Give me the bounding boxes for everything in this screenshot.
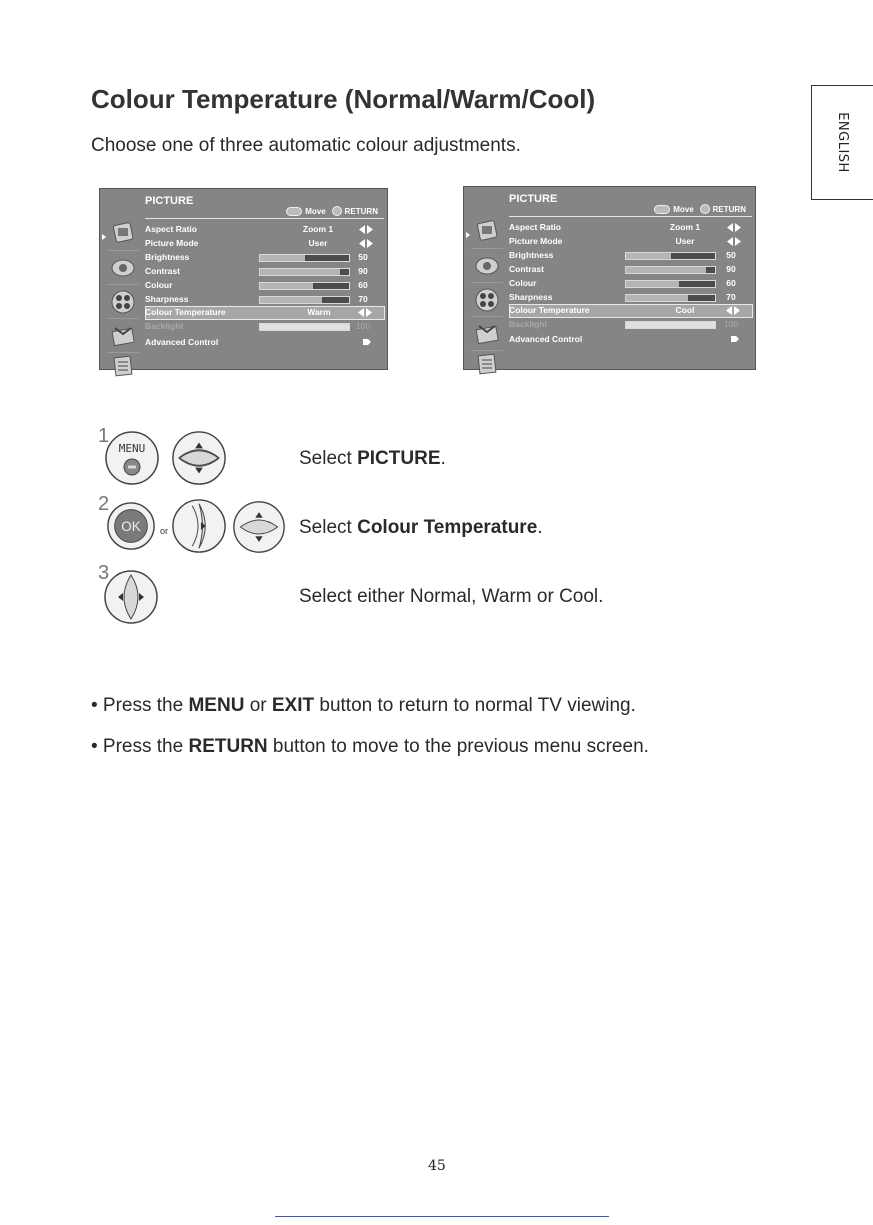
- menu-icon-column: [100, 189, 142, 369]
- level-bar: [259, 282, 350, 290]
- level-bar: [259, 323, 350, 331]
- row-label: Sharpness: [145, 294, 189, 304]
- row-label: Colour Temperature: [509, 305, 590, 315]
- osd-title: PICTURE: [145, 195, 194, 207]
- level-bar: [259, 254, 350, 262]
- left-right-arrows-icon: [358, 308, 372, 317]
- row-label: Colour: [509, 278, 537, 288]
- level-bar: [259, 296, 350, 304]
- menu-row-contrast[interactable]: [509, 263, 749, 277]
- row-value: Zoom 1: [669, 222, 701, 232]
- note-2-bold-return: RETURN: [188, 736, 268, 757]
- menu-button-label: MENU: [118, 442, 146, 455]
- level-bar: [625, 280, 716, 288]
- osd-navigation-hint: [286, 206, 378, 216]
- menu-row-advanced-control[interactable]: [509, 333, 749, 347]
- row-value: User: [308, 238, 328, 248]
- move-button-icon: [654, 205, 670, 214]
- level-bar-fill: [260, 283, 313, 289]
- enter-arrow-icon: [363, 339, 371, 345]
- up-down-nav-button-icon: [230, 500, 288, 554]
- row-label: Aspect Ratio: [145, 224, 197, 234]
- language-tab: [811, 85, 873, 200]
- row-label: Contrast: [145, 266, 180, 276]
- left-right-arrows-icon: [359, 239, 373, 248]
- row-value: User: [675, 236, 695, 246]
- row-label: Contrast: [509, 264, 544, 274]
- menu-icon-column: [464, 187, 506, 369]
- step-3-text: [299, 586, 603, 608]
- note-menu-exit: [91, 695, 636, 717]
- return-hint-label: RETURN: [344, 206, 378, 216]
- menu-row-picture-mode[interactable]: [145, 237, 381, 251]
- left-right-arrows-icon: [359, 225, 373, 234]
- return-hint-label: RETURN: [712, 204, 746, 214]
- level-bar-fill: [260, 269, 340, 275]
- left-right-arrows-icon: [726, 306, 740, 315]
- move-button-icon: [286, 207, 302, 216]
- row-label: Backlight: [509, 319, 548, 329]
- level-bar-fill: [626, 295, 688, 301]
- language-label: ENGLISH: [835, 112, 850, 173]
- row-number: 90: [726, 264, 736, 274]
- row-label: Advanced Control: [145, 337, 219, 347]
- time-category-icon: [107, 285, 139, 319]
- setup-category-icon: [107, 319, 139, 353]
- sound-category-icon: [471, 249, 503, 283]
- row-label: Brightness: [509, 250, 554, 260]
- left-right-arrows-icon: [727, 237, 741, 246]
- return-button-icon: [700, 204, 710, 214]
- picture-category-icon: [471, 215, 503, 249]
- menu-row-advanced-control[interactable]: [145, 336, 381, 350]
- row-value: Warm: [307, 307, 331, 317]
- menu-row-colour-temperature[interactable]: [145, 306, 385, 320]
- row-number: 50: [726, 250, 736, 260]
- menu-row-backlight: [509, 318, 749, 332]
- left-right-arrows-icon: [727, 223, 741, 232]
- step-2-suffix: .: [537, 517, 543, 538]
- level-bar-fill: [626, 267, 706, 273]
- level-bar-fill: [626, 281, 679, 287]
- page-title: Colour Temperature (Normal/Warm/Cool): [91, 84, 596, 114]
- step-2-text: [299, 517, 543, 539]
- level-bar: [259, 268, 350, 276]
- osd-navigation-hint: [654, 204, 746, 214]
- row-label: Aspect Ratio: [509, 222, 561, 232]
- selection-arrow-icon: [102, 234, 106, 240]
- move-hint-label: Move: [673, 204, 694, 214]
- row-number: 70: [726, 292, 736, 302]
- step-2-prefix: Select: [299, 517, 358, 538]
- row-label: Picture Mode: [509, 236, 563, 246]
- selection-arrow-icon: [466, 232, 470, 238]
- row-number: 90: [358, 266, 368, 276]
- row-label: Colour Temperature: [145, 307, 226, 317]
- menu-row-contrast[interactable]: [145, 265, 381, 279]
- row-label: Backlight: [145, 321, 184, 331]
- row-label: Advanced Control: [509, 334, 583, 344]
- note-2-suffix: button to move to the previous menu screen.: [267, 736, 649, 757]
- note-1-mid: or: [244, 695, 272, 716]
- title-divider: [509, 216, 752, 217]
- picture-category-icon: [107, 217, 139, 251]
- return-button-icon: [332, 206, 342, 216]
- row-value: Zoom 1: [302, 224, 334, 234]
- ok-button-icon: [106, 501, 156, 551]
- step-2-bold: Colour Temperature: [357, 517, 538, 538]
- ok-button-label: OK: [121, 518, 141, 534]
- right-nav-button-icon: [170, 498, 228, 554]
- intro-text: Choose one of three automatic colour adjustments.: [91, 135, 521, 156]
- picture-menu-cool: [463, 186, 756, 370]
- row-number: 100: [723, 319, 739, 329]
- menu-row-colour-temperature[interactable]: [509, 304, 753, 318]
- row-label: Sharpness: [509, 292, 553, 302]
- row-value: Cool: [675, 305, 695, 315]
- row-number: 60: [726, 278, 736, 288]
- level-bar: [625, 294, 716, 302]
- title-divider: [145, 218, 384, 219]
- step-3-prefix: Select either Normal, Warm or Cool.: [299, 586, 604, 607]
- menu-row-colour[interactable]: [509, 277, 749, 291]
- row-number: 70: [358, 294, 368, 304]
- page-number: 45: [428, 1158, 446, 1174]
- option-category-icon: [471, 347, 503, 381]
- menu-row-backlight: [145, 320, 381, 334]
- or-label: or: [160, 526, 169, 536]
- note-1-bold-exit: EXIT: [271, 695, 315, 716]
- up-down-nav-button-icon: [170, 430, 228, 486]
- time-category-icon: [471, 283, 503, 317]
- level-bar-fill: [260, 297, 322, 303]
- menu-row-picture-mode[interactable]: [509, 235, 749, 249]
- note-2-prefix: • Press the: [91, 736, 189, 757]
- level-bar: [625, 321, 716, 329]
- row-number: 100: [355, 321, 371, 331]
- step-1-text: [299, 448, 446, 470]
- note-1-bold-menu: MENU: [188, 695, 245, 716]
- step-1-suffix: .: [440, 448, 446, 469]
- note-return: [91, 736, 649, 758]
- menu-row-sharpness[interactable]: [145, 293, 381, 307]
- enter-arrow-icon: [731, 336, 739, 342]
- left-right-nav-button-icon: [103, 569, 159, 625]
- step-number-2: 2: [98, 493, 110, 515]
- note-1-prefix: • Press the: [91, 695, 189, 716]
- sound-category-icon: [107, 251, 139, 285]
- footer-rule: [275, 1216, 609, 1217]
- level-bar-fill: [260, 255, 305, 261]
- menu-button-icon: [104, 430, 160, 486]
- osd-title: PICTURE: [509, 193, 558, 205]
- step-1-prefix: Select: [299, 448, 358, 469]
- step-1-bold: PICTURE: [357, 448, 441, 469]
- picture-menu-warm: [99, 188, 388, 370]
- row-number: 60: [358, 280, 368, 290]
- menu-row-colour[interactable]: [145, 279, 381, 293]
- row-label: Colour: [145, 280, 173, 290]
- setup-category-icon: [471, 317, 503, 351]
- step-number-3: 3: [98, 562, 110, 584]
- row-label: Picture Mode: [145, 238, 199, 248]
- move-hint-label: Move: [305, 206, 326, 216]
- menu-row-sharpness[interactable]: [509, 291, 749, 305]
- note-1-suffix: button to return to normal TV viewing.: [314, 695, 636, 716]
- level-bar: [625, 252, 716, 260]
- step-number-1: 1: [98, 425, 110, 447]
- level-bar-fill: [626, 253, 671, 259]
- row-number: 50: [358, 252, 368, 262]
- menu-row-aspect-ratio[interactable]: [145, 223, 381, 237]
- option-category-icon: [107, 349, 139, 383]
- level-bar: [625, 266, 716, 274]
- menu-row-brightness[interactable]: [145, 251, 381, 265]
- row-label: Brightness: [145, 252, 190, 262]
- menu-row-brightness[interactable]: [509, 249, 749, 263]
- menu-row-aspect-ratio[interactable]: [509, 221, 749, 235]
